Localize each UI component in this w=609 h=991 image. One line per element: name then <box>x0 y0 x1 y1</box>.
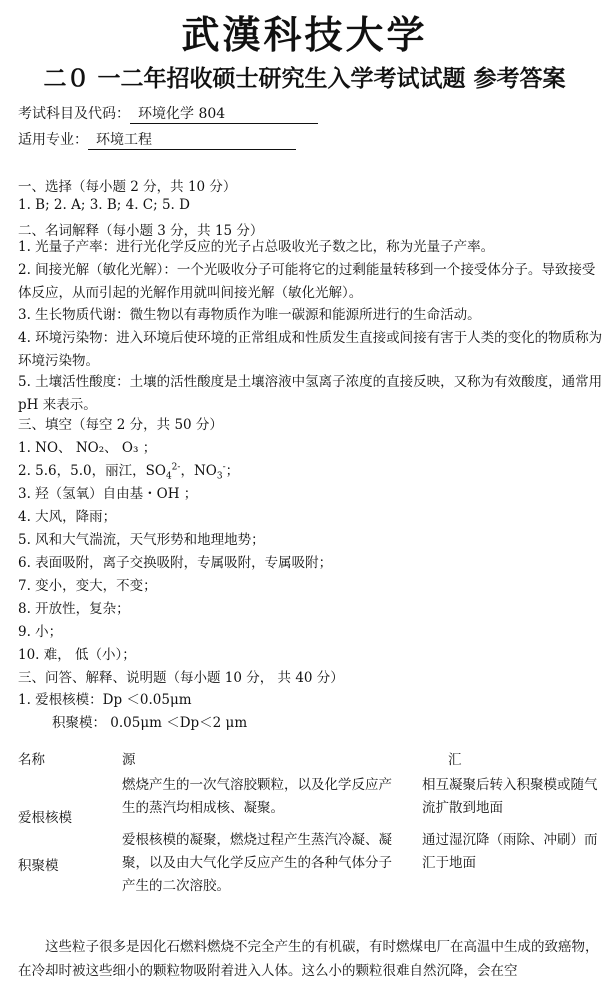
answer-line: 积聚模： 0.05μm ＜Dp＜2 μm <box>52 715 248 731</box>
fill-item-6: 6. 表面吸附，离子交换吸附，专属吸附，专属吸附； <box>18 555 333 571</box>
major-value: 环境工程 <box>88 129 296 150</box>
subject-label: 考试科目及代码： <box>18 106 130 122</box>
answer-line: 1. 爱根核模：Dp ＜0.05μm <box>18 692 192 708</box>
document-title: 二０ 一二年招收硕士研究生入学考试试题 参考答案 <box>43 66 566 92</box>
table-row-sink: 通过湿沉降（雨除、冲刷）而汇于地面 <box>422 832 598 871</box>
fill-item-1: 1. NO、 NO₂、 O₃ ； <box>18 440 157 456</box>
section2-heading: 二、名词解释（每小题 3 分，共 15 分） <box>18 223 264 239</box>
section4-heading: 三、问答、解释、说明题（每小题 10 分， 共 40 分） <box>18 670 344 686</box>
closing-paragraph: 这些粒子很多是因化石燃料燃烧不完全产生的有机碳，有时燃煤电厂在高温中生成的致癌物，在冷却时被这些细小的颗粒物吸附着进入人体。这么小的颗粒很难自然沉降，会在空 <box>18 939 599 979</box>
table-header-source: 源 <box>122 752 136 768</box>
fill-item-3: 3. 羟（氢氧）自由基・OH ； <box>18 486 198 502</box>
fill-item-10: 10. 难， 低（小）； <box>18 647 136 663</box>
subject-line <box>18 103 318 124</box>
fill-item-8: 8. 开放性，复杂； <box>18 601 130 617</box>
section3-heading: 三、填空（每空 2 分，共 50 分） <box>18 417 223 433</box>
table-row-source: 爱根核模的凝聚，燃烧过程产生蒸汽冷凝、凝聚，以及由大气化学反应产生的各种气体分子产生的二次溶胶。 <box>122 832 392 894</box>
fill-item-5: 5. 风和大气湍流，天气形势和地理地势； <box>18 532 265 548</box>
section1-answers: 1. B; 2. A; 3. B; 4. C; 5. D <box>18 197 190 213</box>
major-line <box>18 129 296 150</box>
table-row-sink: 相互凝聚后转入积聚模或随气流扩散到地面 <box>422 777 598 816</box>
definition-item: 5. 土壤活性酸度：土壤的活性酸度是土壤溶液中氢离子浓度的直接反映，又称为有效酸度，通常用 pH 来表示。 <box>18 374 603 413</box>
definition-item: 4. 环境污染物：进入环境后使环境的正常组成和性质发生直接或间接有害于人类的变化的物质称为环境污染物。 <box>18 330 603 369</box>
university-logo: 武漢科技大学 <box>181 12 428 57</box>
major-label: 适用专业： <box>18 132 88 148</box>
table-row-source: 燃烧产生的一次气溶胶颗粒，以及化学反应产生的蒸汽均相成核、凝聚。 <box>122 777 392 816</box>
definition-item: 3. 生长物质代谢：微生物以有毒物质作为唯一碳源和能源所进行的生命活动。 <box>18 307 481 323</box>
table-row-name: 积聚模 <box>18 858 59 874</box>
fill-item-9: 9. 小； <box>18 624 63 640</box>
table-row-name: 爱根核模 <box>18 810 72 826</box>
definition-item: 2. 间接光解（敏化光解）：一个光吸收分子可能将它的过剩能量转移到一个接受体分子。导致接受体反应，从而引起的光解作用就叫间接光解（敏化光解）。 <box>18 262 596 301</box>
definition-item: 1. 光量子产率：进行光化学反应的光子占总吸收光子数之比，称为光量子产率。 <box>18 239 495 255</box>
section1-heading: 一、选择（每小题 2 分，共 10 分） <box>18 179 237 195</box>
table-header-name: 名称 <box>18 752 45 768</box>
fill-item-7: 7. 变小，变大，不变； <box>18 578 157 594</box>
table-header-sink: 汇 <box>448 752 462 768</box>
fill-item-2: 2. 5.6，5.0，丽江，$SO_4^{2-}$，$NO_3^-$； <box>18 462 240 482</box>
fill-item-4: 4. 大风，降雨； <box>18 509 117 525</box>
subject-value: 环境化学 804 <box>130 103 318 124</box>
